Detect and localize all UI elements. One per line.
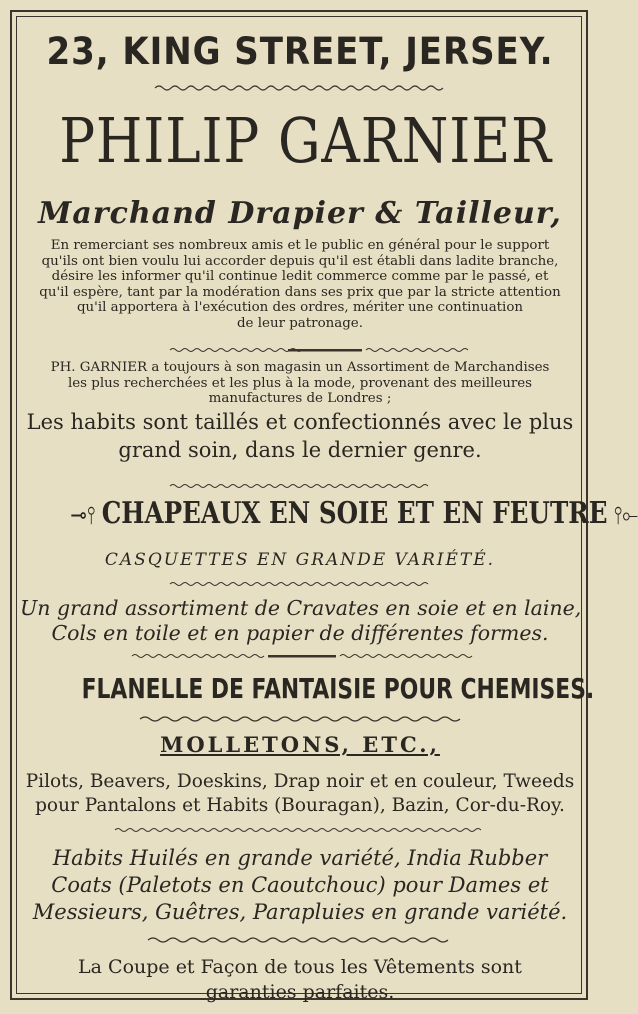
goods-paragraph — [20, 770, 580, 818]
hats-heading — [70, 496, 638, 531]
goods-line: Pilots, Beavers, Doeskins, Drap noir et en couleur, Tweeds — [25, 771, 575, 792]
thanks-line: de leur patronage. — [236, 315, 363, 331]
huiles-line: Coats (Paletots en Caoutchouc) pour Dames et — [51, 873, 549, 897]
thanks-line: désire les informer qu'il continue ledit commerce comme par le passé, et — [51, 269, 549, 285]
thanks-line: qu'il apportera à l'exécution des ordres, mériter une continuation — [76, 300, 524, 316]
right-ornament-icon: ⫯⟜ — [607, 501, 638, 529]
stock-line: PH. GARNIER a toujours à son magasin un Assortiment de Marchandises — [50, 360, 550, 375]
coupe-paragraph — [20, 955, 580, 1005]
cravates-paragraph — [20, 596, 580, 646]
cravates-line: Cols en toile et en papier de différentes formes. — [51, 621, 549, 645]
divider-wavy-3 — [20, 482, 580, 490]
caps-line: CASQUETTES EN GRANDE VARIÉTÉ. — [104, 550, 496, 570]
huiles-line: Habits Huilés en grande variété, India Rubber — [52, 846, 548, 870]
advertisement-content — [20, 20, 638, 1003]
shop-address: 23, KING STREET, JERSEY. — [46, 30, 554, 73]
habits-line: grand soin, dans le dernier genre. — [118, 438, 482, 462]
divider-wavy-4 — [20, 580, 580, 588]
habits-line: Les habits sont taillés et confectionnés avec le plus — [26, 410, 574, 434]
divider-wavy-8 — [20, 936, 580, 944]
divider-wavy-1 — [20, 84, 580, 92]
merchant-trade: Marchand Drapier & Tailleur, — [38, 196, 562, 231]
left-ornament-icon: ⊸⫯ — [70, 501, 102, 529]
merchant-name: PHILIP GARNIER — [59, 104, 553, 177]
flanelle-heading: FLANELLE DE FANTAISIE POUR CHEMISES. — [81, 672, 595, 705]
cravates-line: Un grand assortiment de Cravates en soie et en laine, — [20, 596, 582, 620]
divider-wavy-7 — [20, 826, 580, 834]
huiles-paragraph — [20, 845, 580, 926]
divider-rule-2 — [20, 346, 580, 354]
stock-line: les plus recherchées et les plus à la mode, provenant des meilleures — [67, 375, 533, 391]
thanks-line: qu'ils ont bien voulu lui accorder depuis qu'il est établi dans ladite branche, — [41, 253, 559, 269]
stock-line: manufactures de Londres ; — [208, 391, 392, 407]
hats-label: CHAPEAUX EN SOIE ET EN FEUTRE — [101, 496, 608, 531]
huiles-line: Messieurs, Guêtres, Parapluies en grande variété. — [32, 900, 568, 924]
coupe-line: garanties parfaites. — [205, 981, 395, 1003]
divider-wavy-6 — [20, 715, 580, 723]
thanks-line: En remerciant ses nombreux amis et le public en général pour le support — [50, 238, 550, 253]
habits-paragraph — [20, 408, 580, 464]
coupe-line: La Coupe et Façon de tous les Vêtements sont — [78, 956, 522, 978]
molletons-heading: MOLLETONS, ETC., — [160, 732, 440, 757]
goods-line: pour Pantalons et Habits (Bouragan), Bazin, Cor-du-Roy. — [35, 795, 565, 816]
thanks-paragraph — [20, 238, 580, 332]
stock-paragraph — [20, 360, 580, 407]
divider-rule-5 — [20, 652, 580, 660]
thanks-line: qu'il espère, tant par la modération dans ses prix que par la stricte attention — [39, 284, 561, 300]
